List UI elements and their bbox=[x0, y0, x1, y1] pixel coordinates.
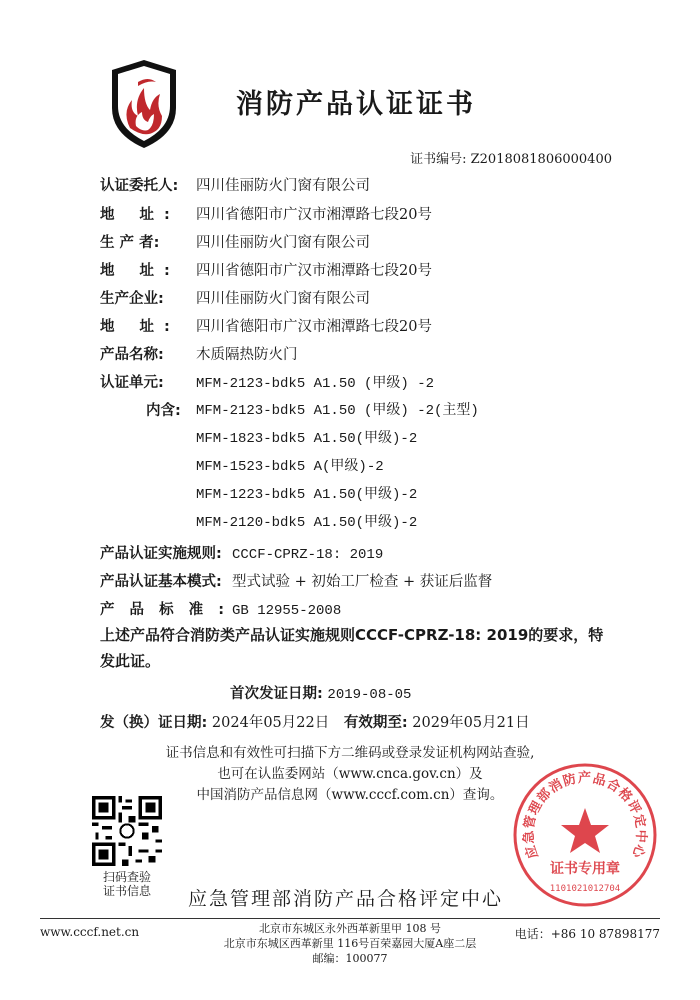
client-row bbox=[100, 174, 370, 195]
footer-address-1: 北京市东城区永外西革新里甲 108 号 bbox=[259, 922, 441, 935]
page-title: 消防产品认证证书 bbox=[236, 89, 476, 120]
mode-value: 型式试验 + 初始工厂检查 + 获证后监督 bbox=[232, 574, 493, 590]
seal-center-text: 证书专用章 bbox=[550, 861, 620, 877]
footer-divider bbox=[40, 918, 660, 919]
footer-website[interactable]: www.cccf.net.cn bbox=[40, 925, 140, 939]
first-issue-label: 首次发证日期: bbox=[230, 686, 323, 702]
product-value: 木质隔热防火门 bbox=[196, 347, 298, 363]
factory-label: 生产企业: bbox=[100, 291, 164, 307]
valid-until-label: 有效期至: bbox=[343, 715, 408, 731]
certificate-number: 证书编号: Z2018081806000400 bbox=[410, 152, 612, 167]
qr-code-icon bbox=[92, 796, 162, 866]
contains-item: MFM-2123-bdk5 A1.50 (甲级) -2(主型) bbox=[196, 403, 479, 419]
client-address-row bbox=[100, 203, 432, 224]
producer-value: 四川佳丽防火门窗有限公司 bbox=[196, 235, 370, 251]
unit-value: MFM-2123-bdk5 A1.50 (甲级) -2 bbox=[196, 376, 435, 392]
producer-address-row bbox=[100, 259, 432, 280]
factory-value: 四川佳丽防火门窗有限公司 bbox=[196, 291, 370, 307]
factory-address-label: 地 址: bbox=[100, 319, 180, 335]
qr-caption-line: 证书信息 bbox=[102, 884, 151, 898]
standard-value: GB 12955-2008 bbox=[232, 603, 342, 619]
qr-caption-line: 扫码查验 bbox=[102, 870, 151, 884]
qr-caption bbox=[92, 870, 162, 898]
client-value: 四川佳丽防火门窗有限公司 bbox=[196, 178, 370, 194]
standard-label: 产 品 标 准 : bbox=[100, 602, 229, 618]
rule-value: CCCF-CPRZ-18: 2019 bbox=[232, 547, 384, 563]
footer-postcode: 邮编：100077 bbox=[312, 952, 388, 965]
producer-label: 生 产 者: bbox=[100, 235, 160, 251]
qr-code[interactable] bbox=[92, 796, 162, 866]
flame-shield-icon bbox=[104, 56, 184, 152]
valid-until-value: 2029年05月21日 bbox=[412, 715, 530, 731]
unit-row bbox=[100, 371, 434, 392]
first-issue-row bbox=[230, 682, 411, 703]
client-label: 认证委托人: bbox=[100, 178, 179, 194]
issuer-name: 应急管理部消防产品合格评定中心 bbox=[188, 888, 504, 910]
contains-item: MFM-1523-bdk5 A(甲级)-2 bbox=[196, 459, 384, 475]
contains-item: MFM-1223-bdk5 A1.50(甲级)-2 bbox=[196, 487, 418, 503]
product-label: 产品名称: bbox=[100, 347, 164, 363]
cert-logo bbox=[104, 56, 184, 152]
factory-row bbox=[100, 287, 370, 308]
contains-label: 内含: bbox=[146, 403, 181, 419]
producer-address-value: 四川省德阳市广汉市湘潭路七段20号 bbox=[196, 263, 432, 279]
standard-row bbox=[100, 598, 341, 619]
producer-address-label: 地 址: bbox=[100, 263, 180, 279]
seal-ring-text: 应急管理部消防产品合格评定中心 bbox=[521, 770, 649, 861]
client-address-value: 四川省德阳市广汉市湘潭路七段20号 bbox=[196, 207, 432, 223]
unit-label: 认证单元: bbox=[100, 375, 164, 391]
first-issue-date: 2019-08-05 bbox=[327, 687, 412, 703]
rule-row bbox=[100, 542, 383, 563]
seal-number: 1101021012704 bbox=[549, 884, 621, 894]
rule-label: 产品认证实施规则: bbox=[100, 546, 222, 562]
official-seal bbox=[510, 760, 660, 910]
contains-item: MFM-2120-bdk5 A1.50(甲级)-2 bbox=[196, 515, 418, 531]
footer-phone: 电话：+86 10 87898177 bbox=[514, 927, 660, 941]
footer-address-2: 北京市东城区西革新里 116号百荣嘉园大厦A座二层 bbox=[223, 937, 477, 950]
factory-address-value: 四川省德阳市广汉市湘潭路七段20号 bbox=[196, 319, 432, 335]
factory-address-row bbox=[100, 315, 432, 336]
issue-date-label: 发（换）证日期: bbox=[100, 715, 208, 731]
mode-row bbox=[100, 570, 492, 591]
verification-notice-3: 中国消防产品信息网（www.cccf.com.cn）查询。 bbox=[196, 787, 504, 803]
verification-notice-2: 也可在认监委网站（www.cnca.gov.cn）及 bbox=[217, 766, 483, 782]
verification-notice-1: 证书信息和有效性可扫描下方二维码或登录发证机构网站查验, bbox=[165, 745, 535, 761]
client-address-label: 地 址: bbox=[100, 207, 180, 223]
mode-label: 产品认证基本模式: bbox=[100, 574, 222, 590]
producer-row bbox=[100, 231, 370, 252]
contains-item: MFM-1823-bdk5 A1.50(甲级)-2 bbox=[196, 431, 418, 447]
issue-date-value: 2024年05月22日 bbox=[211, 715, 330, 731]
certification-statement: 上述产品符合消防类产品认证实施规则CCCF-CPRZ-18: 2019的要求，特发此证。 bbox=[100, 626, 604, 670]
product-row bbox=[100, 343, 298, 364]
seal-stamp-icon bbox=[510, 760, 660, 910]
issue-date-row bbox=[100, 711, 530, 732]
